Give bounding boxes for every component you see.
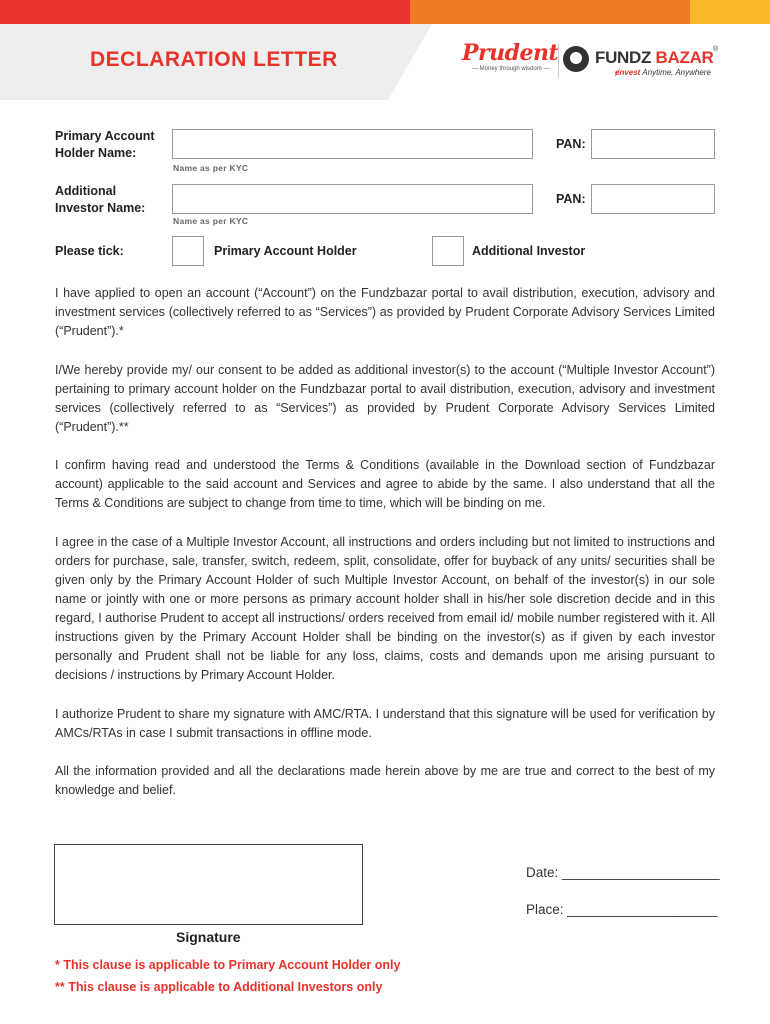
primary-holder-checkbox[interactable] — [172, 236, 204, 266]
prudent-logo — [462, 42, 557, 82]
paragraph-declaration-truth: All the information provided and all the declarations made herein above by me are true and correct to the best of my knowledge and belief. — [55, 764, 715, 797]
additional-investor-label — [55, 183, 145, 217]
primary-holder-hint: Name as per KYC — [173, 163, 249, 173]
fundzbazar-wordmark-part1: FUNDZ — [595, 48, 652, 67]
pan-label-additional: PAN: — [556, 192, 586, 206]
top-bar-red — [0, 0, 410, 24]
paragraph-terms-confirmation: I confirm having read and understood the Terms & Conditions (available in the Download section of Fundzbazar account) applicable to the said account and Services and agree to abide by the same. I also understand that all the Terms & Conditions are subject to change from time to time, which will be binding on me. — [55, 458, 715, 510]
primary-holder-name-field[interactable] — [172, 129, 533, 159]
fundzbazar-tagline-em: ɇnvest — [615, 68, 641, 77]
primary-holder-label-line1: Primary Account — [55, 129, 155, 143]
paragraph-signature-authorization: I authorize Prudent to share my signature with AMC/RTA. I understand that this signature will be used for verification by AMCs/RTAs in case I submit transactions in offline mode. — [55, 707, 715, 740]
additional-investor-hint: Name as per KYC — [173, 216, 249, 226]
primary-holder-label — [55, 128, 155, 162]
paragraph-additional-investor-consent: I/We hereby provide my/ our consent to be added as additional investor(s) to the account (“Multiple Investor Account”) pertaining to primary account holder on the Fundzbazar portal to avail distribution, execution, advisory and investment services (collectively referred to as “Services”) as provided by Prudent Corporate Advisory Services Limited (“Prudent”).** — [55, 363, 715, 434]
pan-field-additional[interactable] — [591, 184, 715, 214]
fundzbazar-tagline — [615, 68, 711, 77]
additional-investor-option-label: Additional Investor — [472, 244, 586, 258]
fundzbazar-logo-icon — [563, 46, 589, 72]
prudent-logo-tagline: — Money through wisdom — — [472, 66, 550, 72]
date-field[interactable]: Date: _____________________ — [526, 865, 720, 880]
primary-holder-label-line2: Holder Name: — [55, 146, 137, 160]
note-primary-holder: * This clause is applicable to Primary Account Holder only — [55, 958, 401, 972]
fundzbazar-logo — [563, 44, 733, 80]
please-tick-label: Please tick: — [55, 244, 124, 258]
additional-investor-name-field[interactable] — [172, 184, 533, 214]
paragraph-multiple-investor-instructions: I agree in the case of a Multiple Investor Account, all instructions and orders including but not limited to instructions and orders for purchase, sale, transfer, switch, redeem, split, consolidate, offer for buyback of any units/ securities shall be given only by the Primary Account Holder of such Multiple Investor Account, on behalf of the investor(s) in our sole name or jointly with one or more persons as primary account holder shall in his/her sole discretion decide and in this regard, I authorise Prudent to accept all instructions/ orders received from email id/ mobile number registered with it. All instructions given by the Primary Account Holder shall be binding on the investor(s) as if given by each investor personally and Prudent shall not be liable for any loss, claims, costs and demands upon me arising pursuant to decisions / instructions by Primary Account Holder. — [55, 535, 715, 682]
note-additional-investors: ** This clause is applicable to Additional Investors only — [55, 980, 383, 994]
pan-label-primary: PAN: — [556, 137, 586, 151]
additional-investor-label-line2: Investor Name: — [55, 201, 146, 215]
pan-field-primary[interactable] — [591, 129, 715, 159]
top-color-bar — [0, 0, 770, 24]
logo-divider — [558, 44, 559, 78]
fundzbazar-wordmark — [595, 48, 714, 68]
primary-holder-option-label: Primary Account Holder — [214, 244, 357, 258]
prudent-logo-wordmark: Prudent — [462, 40, 559, 66]
place-field[interactable]: Place: ____________________ — [526, 902, 718, 917]
paragraph-account-application: I have applied to open an account (“Account”) on the Fundzbazar portal to avail distribution, execution, advisory and investment services (collectively referred to as “Services”) as provided by Prudent Corporate Advisory Services Limited (“Prudent”).* — [55, 286, 715, 338]
top-bar-orange — [410, 0, 690, 24]
page-title: DECLARATION LETTER — [90, 48, 338, 71]
signature-box[interactable] — [54, 844, 363, 925]
fundzbazar-wordmark-part2: BAZAR — [655, 48, 714, 67]
additional-investor-label-line1: Additional — [55, 184, 117, 198]
additional-investor-checkbox[interactable] — [432, 236, 464, 266]
trademark-symbol: ® — [713, 46, 719, 53]
top-bar-yellow — [690, 0, 770, 24]
fundzbazar-tagline-rest: Anytime, Anywhere — [640, 68, 711, 77]
signature-label: Signature — [176, 929, 241, 945]
